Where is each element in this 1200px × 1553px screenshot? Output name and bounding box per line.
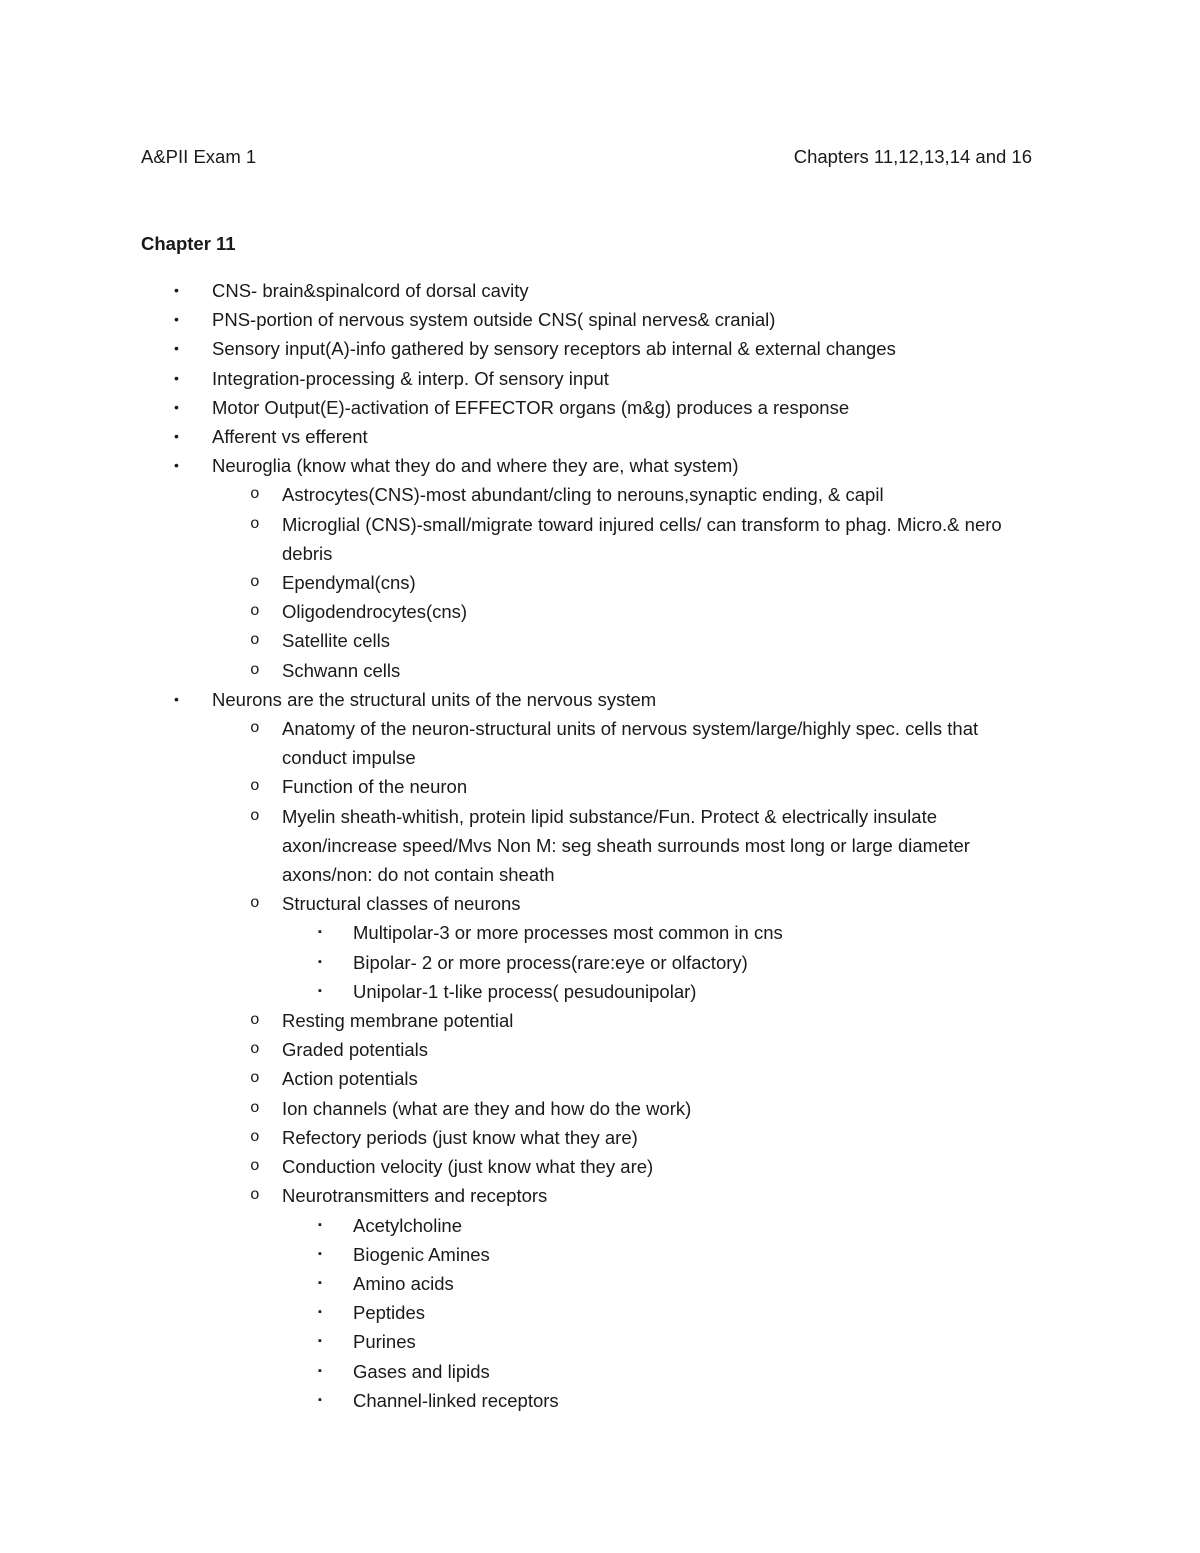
chapter-heading: Chapter 11 (141, 233, 236, 254)
outline-item-text: Resting membrane potential (282, 1010, 514, 1032)
outline-item-level-2 (141, 1035, 1041, 1064)
outline-item-text: Motor Output(E)-activation of EFFECTOR organs (m&g) produces a response (212, 396, 850, 418)
outline-item-level-1 (141, 451, 1041, 480)
circle-marker-icon: o (250, 1098, 260, 1117)
outline-item-level-3 (141, 1211, 1041, 1240)
circle-marker-icon: o (250, 631, 260, 650)
outline-item-text: Microglial (CNS)-small/migrate toward injured cells/ can transform to phag. Micro.& nero debris (282, 513, 1002, 564)
outline-item-text: Biogenic Amines (353, 1243, 490, 1265)
outline-item-text: Satellite cells (282, 630, 390, 652)
circle-marker-icon: o (250, 894, 260, 913)
outline-item-level-2 (141, 1006, 1041, 1035)
outline-item-text: Multipolar-3 or more processes most common in cns (353, 922, 783, 944)
outline-item-level-3 (141, 918, 1041, 947)
circle-marker-icon: o (250, 1011, 260, 1030)
outline-item-text: Neurotransmitters and receptors (282, 1185, 548, 1207)
circle-marker-icon: o (250, 1127, 260, 1146)
bullet-marker-icon: • (174, 457, 179, 474)
outline-item-level-2 (141, 714, 1041, 772)
outline-item-text: Anatomy of the neuron-structural units of nervous system/large/highly spec. cells that conduct impulse (282, 718, 979, 769)
header-chapters: Chapters 11,12,13,14 and 16 (793, 146, 1032, 167)
outline-item-text: Bipolar- 2 or more process(rare:eye or olfactory) (353, 951, 748, 973)
circle-marker-icon: o (250, 1069, 260, 1088)
square-marker-icon: ▪ (318, 1364, 322, 1377)
outline-item-text: Refectory periods (just know what they are) (282, 1126, 638, 1148)
bullet-marker-icon: • (174, 340, 179, 357)
outline-item-text: Sensory input(A)-info gathered by sensory receptors ab internal & external changes (212, 338, 896, 360)
outline-item-level-2 (141, 1181, 1041, 1210)
outline-item-text: Schwann cells (282, 659, 401, 681)
square-marker-icon: ▪ (318, 984, 322, 997)
square-marker-icon: ▪ (318, 1306, 322, 1319)
outline-item-text: Peptides (353, 1302, 425, 1324)
outline-item-level-3 (141, 1327, 1041, 1356)
outline-item-level-3 (141, 977, 1041, 1006)
header-exam-title: A&PII Exam 1 (141, 146, 257, 167)
outline-item-text: Myelin sheath-whitish, protein lipid substance/Fun. Protect & electrically insulate axon/increase speed/Mvs Non M: seg sheath surrounds most long or large diameter axons/non: do not contain sheath (282, 805, 970, 886)
outline-item-level-2 (141, 802, 1041, 890)
outline-item-level-3 (141, 1298, 1041, 1327)
square-marker-icon: ▪ (318, 1335, 322, 1348)
outline-item-text: Ependymal(cns) (282, 572, 416, 594)
outline-item-level-2 (141, 1064, 1041, 1093)
outline-item-level-2 (141, 510, 1041, 568)
outline-item-text: Amino acids (353, 1272, 454, 1294)
outline-item-text: Acetylcholine (353, 1214, 463, 1236)
square-marker-icon: ▪ (318, 926, 322, 939)
outline-item-level-1 (141, 305, 1041, 334)
outline-list (141, 276, 1041, 1415)
outline-item-text: CNS- brain&spinalcord of dorsal cavity (212, 280, 529, 301)
outline-item-text: Purines (353, 1331, 416, 1353)
square-marker-icon: ▪ (318, 1276, 322, 1289)
square-marker-icon: ▪ (318, 1247, 322, 1260)
outline-item-level-2 (141, 597, 1041, 626)
outline-item-text: Function of the neuron (282, 776, 468, 798)
outline-item-text: Ion channels (what are they and how do the work) (282, 1097, 692, 1119)
bullet-marker-icon: • (174, 369, 179, 386)
circle-marker-icon: o (250, 1186, 260, 1205)
outline-item-level-3 (141, 1269, 1041, 1298)
outline-item-text: Unipolar-1 t-like process( pesudounipolar) (353, 980, 697, 1002)
circle-marker-icon: o (250, 806, 260, 825)
outline-item-level-3 (141, 1240, 1041, 1269)
circle-marker-icon: o (250, 719, 260, 738)
circle-marker-icon: o (250, 485, 260, 504)
bullet-marker-icon: • (174, 690, 179, 707)
outline-item-text: Gases and lipids (353, 1360, 490, 1382)
outline-item-level-2 (141, 1094, 1041, 1123)
outline-item-text: Channel-linked receptors (353, 1389, 559, 1411)
circle-marker-icon: o (250, 573, 260, 592)
circle-marker-icon: o (250, 660, 260, 679)
bullet-marker-icon: • (174, 398, 179, 415)
outline-item-text: Astrocytes(CNS)-most abundant/cling to nerouns,synaptic ending, & capil (282, 484, 884, 506)
bullet-marker-icon: • (174, 428, 179, 445)
square-marker-icon: ▪ (318, 1393, 322, 1406)
circle-marker-icon: o (250, 1157, 260, 1176)
outline-item-level-1 (141, 393, 1041, 422)
outline-item-level-2 (141, 568, 1041, 597)
outline-item-level-2 (141, 772, 1041, 801)
outline-item-level-1 (141, 364, 1041, 393)
outline-item-level-2 (141, 626, 1041, 655)
circle-marker-icon: o (250, 777, 260, 796)
outline-item-text: Integration-processing & interp. Of sensory input (212, 367, 609, 389)
outline-item-level-2 (141, 1123, 1041, 1152)
square-marker-icon: ▪ (318, 955, 322, 968)
square-marker-icon: ▪ (318, 1218, 322, 1231)
outline-item-level-3 (141, 1386, 1041, 1415)
outline-item-level-1 (141, 685, 1041, 714)
outline-item-level-3 (141, 948, 1041, 977)
circle-marker-icon: o (250, 514, 260, 533)
outline-item-text: Afferent vs efferent (212, 426, 368, 448)
outline-item-level-1 (141, 334, 1041, 363)
outline-item-text: Action potentials (282, 1068, 418, 1090)
outline-item-level-3 (141, 1357, 1041, 1386)
outline-item-text: Oligodendrocytes(cns) (282, 601, 468, 623)
bullet-marker-icon: • (174, 311, 179, 328)
outline-item-text: PNS-portion of nervous system outside CNS( spinal nerves& cranial) (212, 309, 776, 331)
outline-item-text: Conduction velocity (just know what they are) (282, 1156, 654, 1178)
outline-item-level-2 (141, 480, 1041, 509)
outline-item-level-2 (141, 889, 1041, 918)
circle-marker-icon: o (250, 1040, 260, 1059)
outline-item-level-2 (141, 656, 1041, 685)
outline-item-text: Neuroglia (know what they do and where they are, what system) (212, 455, 739, 477)
outline-item-text: Graded potentials (282, 1039, 429, 1061)
outline-item-text: Neurons are the structural units of the nervous system (212, 688, 657, 710)
outline-item-level-1 (141, 422, 1041, 451)
outline-item-level-2 (141, 1152, 1041, 1181)
circle-marker-icon: o (250, 602, 260, 621)
outline-item-text: Structural classes of neurons (282, 893, 521, 915)
bullet-marker-icon: • (174, 282, 179, 298)
outline-item-level-1 (141, 276, 1041, 305)
